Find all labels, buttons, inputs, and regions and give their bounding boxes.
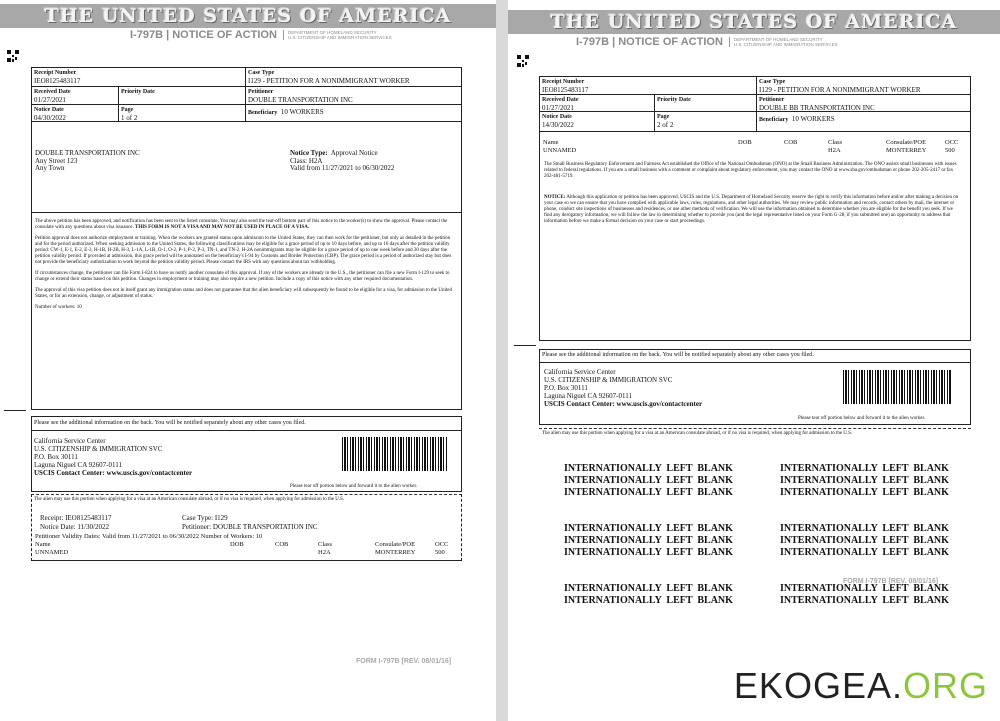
tear-off-instruction: Please tear off portion below and forward it to the alien worker. [290, 484, 418, 489]
tear-off-instruction: Please tear off portion below and forward it to the alien worker. [798, 416, 926, 421]
tear-note: The alien may use this portion when applying for a visa at an American consulate abroad, or if no visa is required, when applying for admission to the U.S. [542, 431, 853, 436]
notice-body: The above petition has been approved, and notification has been sent to the listed consulate. You may also send the tear-off bottom part of this notice to the worker(s) to show the approval. Please contact the consulate with any questions about visa issuance. THIS FORM IS NOT A VISA AND MAY NOT BE USED IN PLACE OF A VISA. Petition approval does not authorize employment or training. When the workers are granted status upon admission to the United States, they can then work for the petitioner, but only as detailed in the petition and for the period authorized. When seeking admission to the United States, the following classifications may be eligible for a grace period of up to 10 days before, and up to 10 days after the petition validity period: CW-1, E-1, E-2, E-3, H-1B, H-2B, H-3, L-1A, L-1B, O-1, O-2, P-1, P-2, P-3, TN-1, and TN-2. H-2A nonimmigrants may be eligible for a grace period of up to one week before and 30 days after the petition validity period. If provided at admission, this grace period will be annotated on the beneficiary's I-94 by Customs and Border Protection (CBP). The grace period is a period of authorized stay but does not provide the beneficiary authorization to work beyond the petition validity period. Please contact the IRS with any questions about tax withholding. If circumstances change, the petitioner can file Form I-824 to have us notify another consulate of this approval. If any of the workers are already in the U.S., the petitioner can file a new Form I-129 to seek to change or extend their status based on this petition. Changes in employment or training may also require a new petition. Include a copy of this notice with any other required documentation. The approval of this visa petition does not in itself grant any immigration status and does not guarantee that the alien beneficiary will subsequently be found to be eligible for a visa, for admission to the United States, or for an extension, change, or adjustment of status. Number of workers: 10 [35, 219, 452, 310]
usa-banner: THE UNITED STATES OF AMERICA [0, 4, 496, 28]
qr-code-icon [517, 55, 529, 67]
contact-center: USCIS Contact Center: www.uscis.gov/contactcenter [34, 469, 193, 477]
case-type: Case Type I129 - PETITION FOR A NONIMMIGRANT WORKER [759, 79, 921, 94]
page-number: Page 2 of 2 [657, 114, 674, 129]
stub-petitioner: Petitioner: DOUBLE TRANSPORTATION INC [182, 523, 318, 531]
additional-info: Please see the additional information on the back. You will be notified separately about any other cases you filed. [542, 352, 814, 358]
received-date: Received Date 01/27/2021 [34, 89, 71, 104]
service-center-address: California Service Center U.S. CITIZENSHIP & IMMIGRATION SVC P.O. Box 30111 Laguna Niguel CA 92607-0111 USCIS Contact Center: www.uscis.gov/contactcenter [544, 368, 703, 408]
usa-banner: THE UNITED STATES OF AMERICA [508, 10, 1000, 34]
agency-name: DEPARTMENT OF HOMELAND SECURITY U.S. CITIZENSHIP AND IMMIGRATION SERVICES [283, 30, 392, 40]
barcode-image [342, 437, 448, 471]
receipt-number: Receipt Number IEO8125483117 [542, 79, 589, 94]
stub-receipt: Receipt: IEO8125483117 [40, 514, 112, 522]
petitioner: Petitioner DOUBLE TRANSPORTATION INC [248, 89, 353, 104]
form-revision: FORM I-797B [REV. 08/01/16] [356, 658, 452, 665]
form-header [130, 29, 392, 41]
form-label: I-797B | NOTICE OF ACTION [130, 29, 277, 41]
tear-line [31, 494, 462, 495]
contact-center: USCIS Contact Center: www.uscis.gov/contactcenter [544, 400, 703, 408]
receipt-number: Receipt Number IEO8125483117 [34, 70, 81, 85]
notice-date: Notice Date 14/30/2022 [542, 114, 574, 129]
form-label: I-797B | NOTICE OF ACTION [576, 36, 723, 48]
priority-date: Priority Date [121, 89, 155, 95]
ombudsman-text: The Small Business Regulatory Enforcement and Fairness Act established the Office of the National Ombudsman (ONO) at the Small Business Administration. The ONO assists small businesses with issues related to federal regulations. If you are a small business with a comment or complaint about regulatory enforcement, you may contact the ONO at www.sba.gov/ombudsman or phone 202-205-2417 or fax 202-481-5719. [544, 162, 957, 179]
stub-case-type: Case Type: I129 [182, 514, 228, 522]
beneficiary: Beneficiary 10 WORKERS [248, 108, 324, 116]
qr-code-icon [7, 50, 19, 62]
page-number: Page 1 of 2 [121, 107, 138, 122]
form-header [576, 36, 838, 48]
site-watermark: EKOGEA.ORG [733, 665, 988, 706]
stub-validity: Petitioner Validity Dates: Valid from 11/27/2021 to 06/30/2022 Number of Workers: 10 [35, 533, 263, 540]
notice-text: NOTICE: Although this application or petition has been approved, USCIS and the U.S. Department of Homeland Security reserve the right to verify this information before and/or after making a decision on your case so we can ensure that you have complied with applicable laws, rules, regulations, and other legal authorities. We may review public information and records, contact others by mail, the internet or phone, conduct site inspections of businesses and residences, or use other methods of verification. We will use the information obtained to determine whether you are eligible for the benefit you seek. If we find any derogatory information, we will follow the law in determining whether to provide you (and the legal representative listed on your Form G-28, if you submitted one) an opportunity to address that information before we make a formal decision on your case or start proceedings. [544, 195, 959, 224]
mailing-address: DOUBLE TRANSPORTATION INC Any Street 123 Any Town [35, 149, 140, 173]
notice-type-block: Notice Type: Approval Notice Class: H2A Valid from 11/27/2021 to 06/30/2022 [290, 149, 395, 173]
service-center-address: California Service Center U.S. CITIZENSHIP & IMMIGRATION SVC P.O. Box 30111 Laguna Niguel CA 92607-0111 USCIS Contact Center: www.uscis.gov/contactcenter [34, 437, 193, 477]
petitioner: Petitioner DOUBLE BB TRANSPORTATION INC [759, 97, 875, 112]
blank-column-left: INTERNATIONALLY LEFT BLANK INTERNATIONALLY LEFT BLANK INTERNATIONALLY LEFT BLANK INTERNATIONALLY LEFT BLANK INTERNATIONALLY LEFT BLANK INTERNATIONALLY LEFT BLANK INTERNATIONALLY LEFT BLANK INTERNATIONALLY LEFT BLANK [564, 463, 733, 606]
form-revision: FORM I-797B [REV. 08/01/16] [843, 578, 939, 585]
notice-page-1: THE UNITED STATES OF AMERICA I-797B | NOTICE OF ACTION DEPARTMENT OF HOMELAND SECURITY U.S. CITIZENSHIP AND IMMIGRATION SERVICES Receipt Number IEO8125483117 Case Type I129 - PETITION FOR A NONIMMIGRANT WORKER Received Date 01/27/2021 Priority Date Petitioner DOUBLE TRANSPORTATION INC Notice Date 04/30/2022 Page 1 of 2 Beneficiary 10 WORKERS DOUBLE TRANSPORTATION INC Any Street 123 Any Town Notice Type: Approval Notice Class: H2A Valid from 11/27/2021 to 06/30/2022 The above petition has been approved, and notification has been sent to the listed consulate. You may also send the tear-off bottom part of this notice to the worker(s) to show the approval. Please contact the consulate with any questions about visa issuance. THIS FORM IS NOT A VISA AND MAY NOT BE USED IN PLACE OF A VISA. Petition approval does not authorize employment or training. When the workers are granted status upon admission to the United States, they can then work for the petitioner, but only as detailed in the petition and for the period authorized. When seeking admission to the United States, the following classifications may be eligible for a grace period of up to 10 days before, and up to 10 days after the petition validity period: CW-1, E-1, E-2, E-3, H-1B, H-2B, H-3, L-1A, L-1B, O-1, O-2, P-1, P-2, P-3, TN-1, and TN-2. H-2A nonimmigrants may be eligible for a grace period of up to one week before and 30 days after the petition validity period. If provided at admission, this grace period will be annotated on the beneficiary's I-94 by Customs and Border Protection (CBP). The grace period is a period of authorized stay but does not provide the beneficiary authorization to work beyond the petition validity period. Please contact the IRS with any questions about tax withholding. If circumstances change, the petitioner can file Form I-824 to have us notify another consulate of this approval. If any of the workers are already in the U.S., the petitioner can file a new Form I-129 to seek to change or extend their status based on this petition. Changes in employment or training may also require a new petition. Include a copy of this notice with any other required documentation. The approval of this visa petition does not in itself grant any immigration status and does not guarantee that the alien beneficiary will subsequently be found to be eligible for a visa, for admission to the United States, or for an extension, change, or adjustment of status. Number of workers: 10 Please see the additional information on the back. You will be notified separately about any other cases you filed. California Service Center U.S. CITIZENSHIP & IMMIGRATION SVC P.O. Box 30111 Laguna Niguel CA 92607-0111 USCIS Contact Center: www.uscis.gov/contactcenter Please tear off portion below and forward it to the alien worker. The alien may use this portion when applying for a visa at an American consulate abroad, or if no visa is required, when applying for admission to the U.S. Receipt: IEO8125483117 Case Type: I129 Notice Date: 11/30/2022 Petitioner: DOUBLE TRANSPORTATION INC Petitioner Validity Dates: Valid from 11/27/2021 to 06/30/2022 Number of Workers: 10 Name DOB COB Class Consulate/POE OCC UNNAMED H2A MONTERREY 500 FORM I-797B [REV. 08/01/16] [0, 0, 496, 721]
stub-notice-date: Notice Date: 11/30/2022 [40, 523, 109, 531]
case-type: Case Type I129 - PETITION FOR A NONIMMIGRANT WORKER [248, 70, 410, 85]
tear-line [539, 428, 971, 429]
barcode-image [843, 370, 951, 404]
additional-info: Please see the additional information on the back. You will be notified separately about any other cases you filed. [34, 420, 306, 426]
tear-note: The alien may use this portion when applying for a visa at an American consulate abroad, or if no visa is required, when applying for admission to the U.S. [34, 497, 345, 502]
received-date: Received Date 01/27/2021 [542, 97, 579, 112]
agency-name: DEPARTMENT OF HOMELAND SECURITY U.S. CITIZENSHIP AND IMMIGRATION SERVICES [729, 37, 838, 47]
beneficiary: Beneficiary 10 WORKERS [759, 115, 835, 123]
blank-column-right: INTERNATIONALLY LEFT BLANK INTERNATIONALLY LEFT BLANK INTERNATIONALLY LEFT BLANK INTERNATIONALLY LEFT BLANK INTERNATIONALLY LEFT BLANK INTERNATIONALLY LEFT BLANK INTERNATIONALLY LEFT BLANK INTERNATIONALLY LEFT BLANK [780, 463, 949, 606]
priority-date: Priority Date [657, 97, 691, 103]
notice-date: Notice Date 04/30/2022 [34, 107, 66, 122]
notice-page-2: THE UNITED STATES OF AMERICA I-797B | NOTICE OF ACTION DEPARTMENT OF HOMELAND SECURITY U.S. CITIZENSHIP AND IMMIGRATION SERVICES Receipt Number IEO8125483117 Case Type I129 - PETITION FOR A NONIMMIGRANT WORKER Received Date 01/27/2021 Priority Date Petitioner DOUBLE BB TRANSPORTATION INC Notice Date 14/30/2022 Page 2 of 2 Beneficiary 10 WORKERS Name DOB COB Class Consulate/POE OCC UNNAMED H2A MONTERREY 500 The Small Business Regulatory Enforcement and Fairness Act established the Office of the National Ombudsman (ONO) at the Small Business Administration. The ONO assists small businesses with issues related to federal regulations. If you are a small business with a comment or complaint about regulatory enforcement, you may contact the ONO at www.sba.gov/ombudsman or phone 202-205-2417 or fax 202-481-5719. NOTICE: Although this application or petition has been approved, USCIS and the U.S. Department of Homeland Security reserve the right to verify this information before and/or after making a decision on your case so we can ensure that you have complied with applicable laws, rules, regulations, and other legal authorities. We may review public information and records, contact others by mail, the internet or phone, conduct site inspections of businesses and residences, or use other methods of verification. We will use the information obtained to determine whether you are eligible for the benefit you seek. If we find any derogatory information, we will follow the law in determining whether to provide you (and the legal representative listed on your Form G-28, if you submitted one) an opportunity to address that information before we make a formal decision on your case or start proceedings. Please see the additional information on the back. You will be notified separately about any other cases you filed. California Service Center U.S. CITIZENSHIP & IMMIGRATION SVC P.O. Box 30111 Laguna Niguel CA 92607-0111 USCIS Contact Center: www.uscis.gov/contactcenter Please tear off portion below and forward it to the alien worker. The alien may use this portion when applying for a visa at an American consulate abroad, or if no visa is required, when applying for admission to the U.S. INTERNATIONALLY LEFT BLANK INTERNATIONALLY LEFT BLANK INTERNATIONALLY LEFT BLANK INTERNATIONALLY LEFT BLANK INTERNATIONALLY LEFT BLANK INTERNATIONALLY LEFT BLANK INTERNATIONALLY LEFT BLANK INTERNATIONALLY LEFT BLANK INTERNATIONALLY LEFT BLANK INTERNATIONALLY LEFT BLANK INTERNATIONALLY LEFT BLANK INTERNATIONALLY LEFT BLANK INTERNATIONALLY LEFT BLANK INTERNATIONALLY LEFT BLANK INTERNATIONALLY LEFT BLANK INTERNATIONALLY LEFT BLANK FORM I-797B [REV. 08/01/16] [508, 0, 1000, 721]
